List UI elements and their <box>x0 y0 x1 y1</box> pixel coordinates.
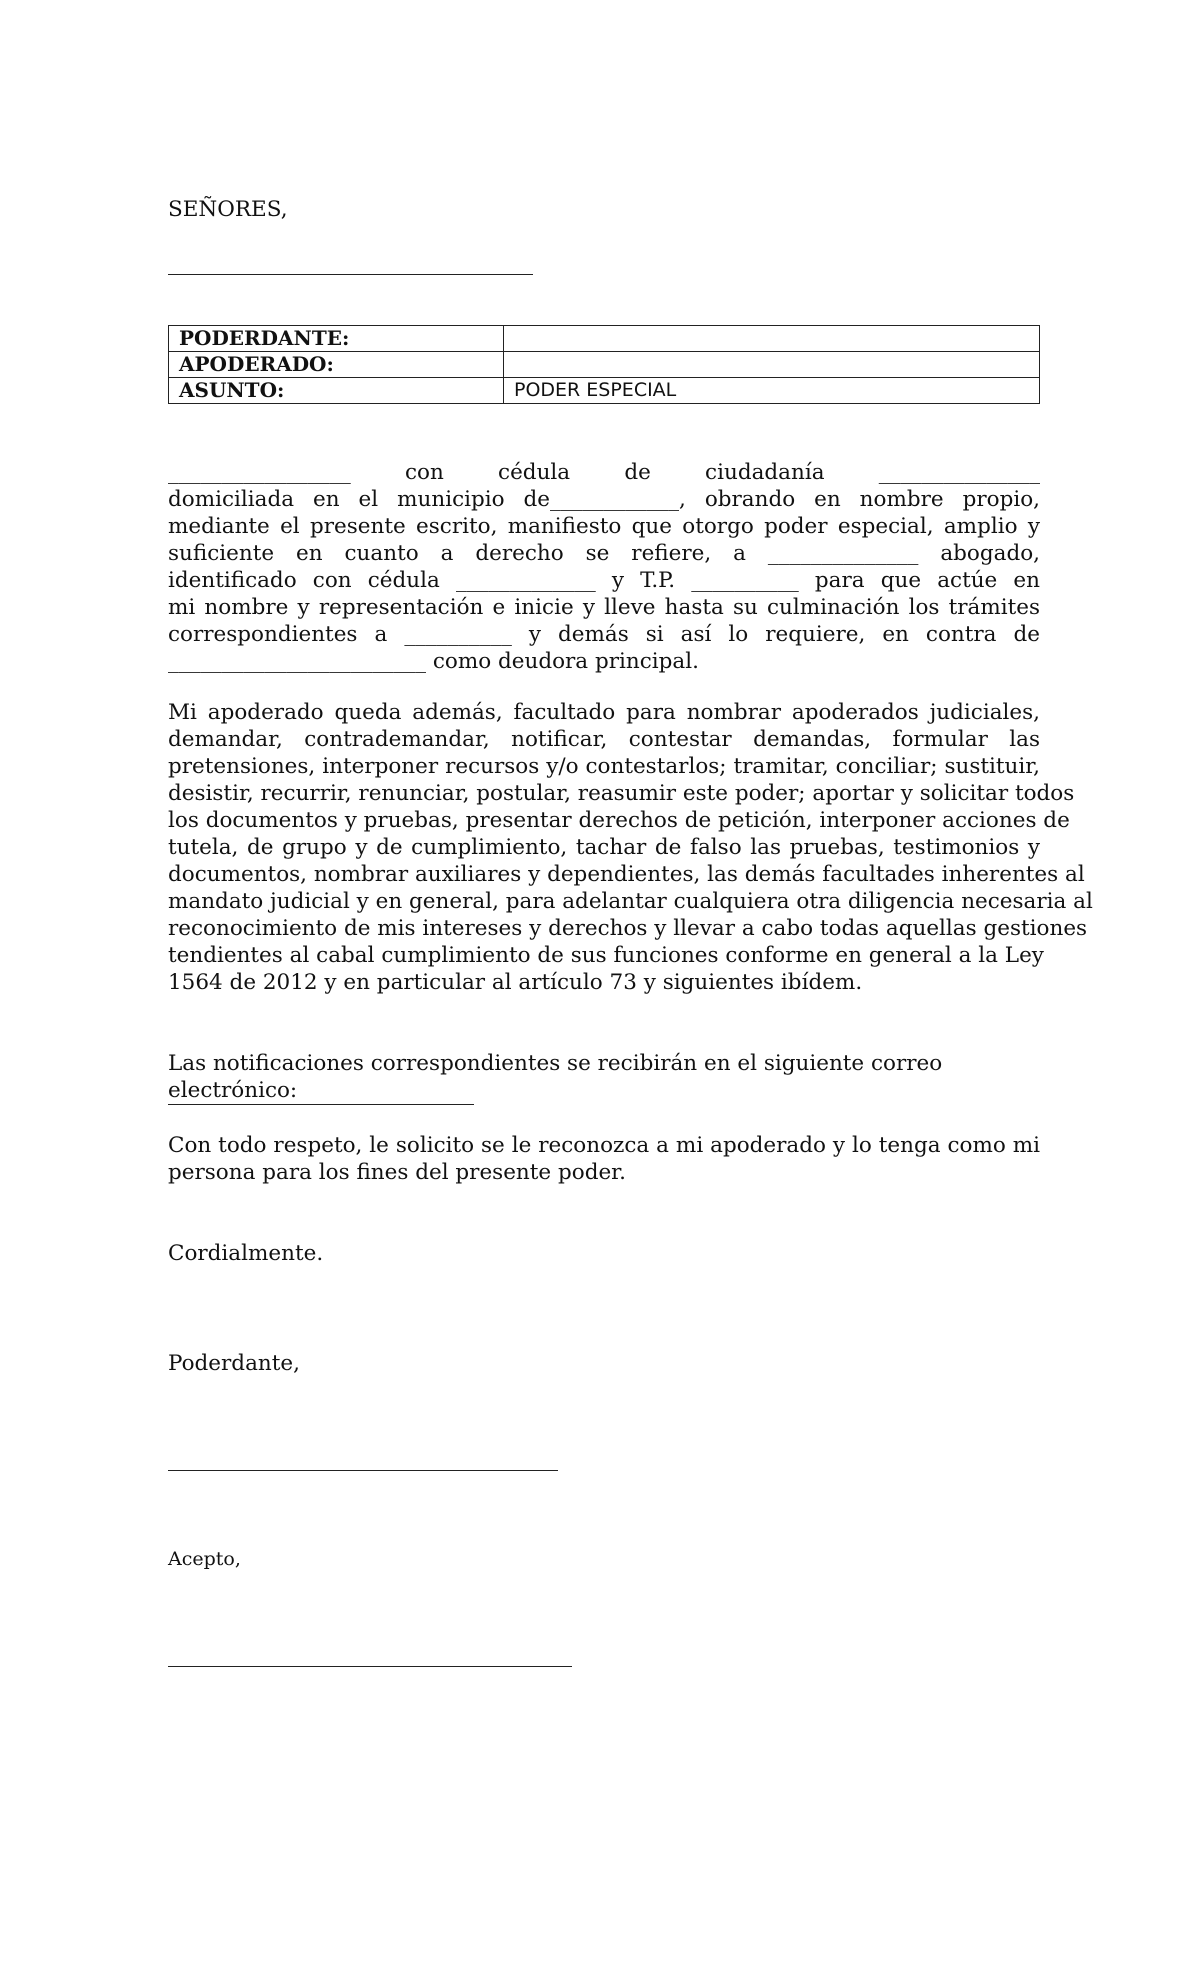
addressee-line <box>168 274 533 275</box>
paragraph-line: Con todo respeto, le solicito se le reconozca a mi apoderado y lo tenga como mi <box>168 1133 1040 1158</box>
header-value-asunto: PODER ESPECIAL <box>504 378 1040 404</box>
header-row-poderdante <box>169 326 1040 352</box>
header-table <box>168 325 1040 404</box>
signer-label: Poderdante, <box>168 1351 300 1376</box>
paragraph-facultades <box>168 699 1093 996</box>
paragraph-line: mi nombre y representación e inicie y lleve hasta su culminación los trámites <box>168 595 1040 620</box>
closing: Cordialmente. <box>168 1241 324 1266</box>
paragraph-line: tutela, de grupo y de cumplimiento, tachar de falso las pruebas, testimonios y <box>168 835 1040 860</box>
accept-label: Acepto, <box>168 1548 241 1570</box>
paragraph-line: suficiente en cuanto a derecho se refiere, a ______________ abogado, <box>168 541 1040 566</box>
header-row-asunto <box>169 378 1040 404</box>
paragraph-line: reconocimiento de mis intereses y derechos y llevar a cabo todas aquellas gestiones <box>168 916 1088 941</box>
greeting: SEÑORES, <box>168 197 288 222</box>
header-value-poderdante <box>504 326 1040 352</box>
paragraph-poder <box>168 459 1040 675</box>
header-label-apoderado: APODERADO: <box>169 352 504 378</box>
header-label-poderdante: PODERDANTE: <box>169 326 504 352</box>
email-line <box>168 1104 474 1105</box>
header-value-apoderado <box>504 352 1040 378</box>
paragraph-line: documentos, nombrar auxiliares y dependientes, las demás facultades inherentes al <box>168 862 1085 887</box>
paragraph-line: mediante el presente escrito, manifiesto que otorgo poder especial, amplio y <box>168 514 1040 539</box>
paragraph-line: identificado con cédula _____________ y T.P. __________ para que actúe en <box>168 568 1040 593</box>
paragraph-solicitud <box>168 1132 1040 1186</box>
paragraph-line: _________________ con cédula de ciudadanía _______________ <box>168 460 1040 485</box>
paragraph-line: los documentos y pruebas, presentar derechos de petición, interponer acciones de <box>168 808 1070 833</box>
paragraph-line: tendientes al cabal cumplimiento de sus funciones conforme en general a la Ley <box>168 943 1044 968</box>
paragraph-line: mandato judicial y en general, para adelantar cualquiera otra diligencia necesaria al <box>168 889 1093 914</box>
paragraph-line: Mi apoderado queda además, facultado para nombrar apoderados judiciales, <box>168 700 1040 725</box>
paragraph-line: ________________________ como deudora principal. <box>168 649 699 674</box>
poderdante-signature-line <box>168 1470 558 1471</box>
paragraph-line: persona para los fines del presente poder. <box>168 1160 626 1185</box>
paragraph-line: demandar, contrademandar, notificar, contestar demandas, formular las <box>168 727 1040 752</box>
apoderado-signature-line <box>168 1666 572 1667</box>
header-row-apoderado <box>169 352 1040 378</box>
paragraph-line: desistir, recurrir, renunciar, postular, reasumir este poder; aportar y solicitar todos <box>168 781 1075 806</box>
paragraph-line: correspondientes a __________ y demás si así lo requiere, en contra de <box>168 622 1040 647</box>
header-label-asunto: ASUNTO: <box>169 378 504 404</box>
notifications-text: Las notificaciones correspondientes se recibirán en el siguiente correo electrónico: <box>168 1051 943 1103</box>
paragraph-line: 1564 de 2012 y en particular al artículo 73 y siguientes ibídem. <box>168 970 863 995</box>
document-page <box>168 0 1093 1976</box>
paragraph-line: domiciliada en el municipio de____________, obrando en nombre propio, <box>168 487 1040 512</box>
paragraph-line: pretensiones, interponer recursos y/o contestarlos; tramitar, conciliar; sustituir, <box>168 754 1040 779</box>
